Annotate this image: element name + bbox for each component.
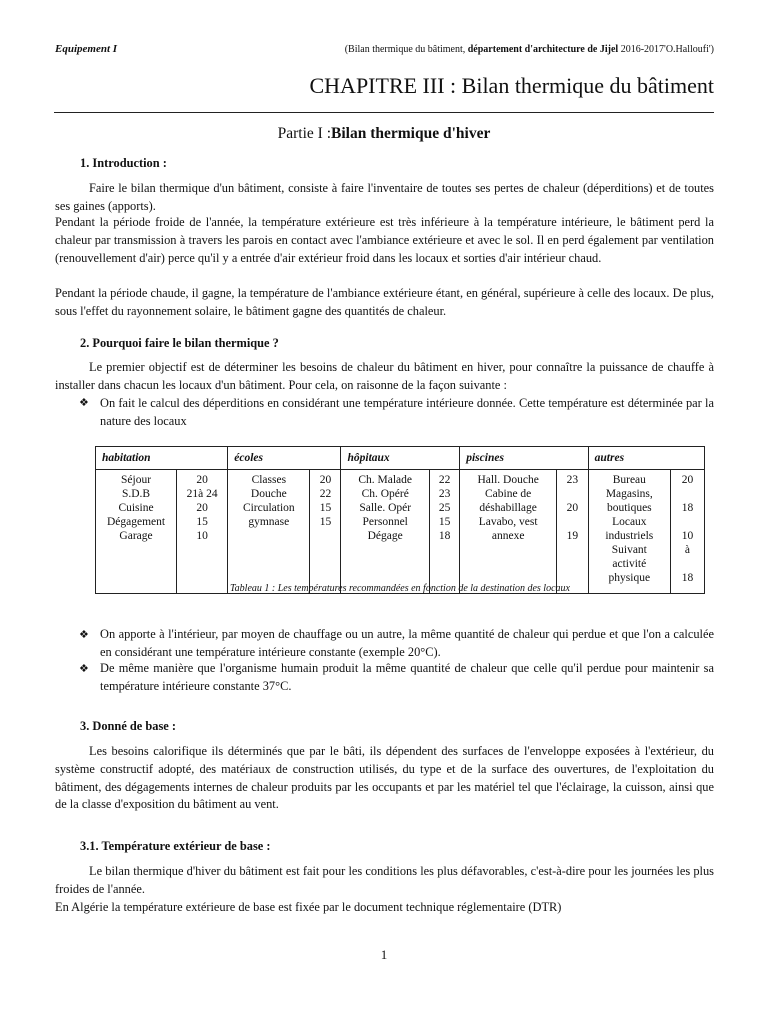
header-hopitaux: hôpitaux [341,447,460,470]
cell: 18 [438,530,451,542]
header-piscines: piscines [460,447,588,470]
cell: 18 [681,502,694,514]
header-ecoles: écoles [228,447,341,470]
cell: 20 [196,474,208,486]
header-info-post: 2016-2017'O.Halloufi') [618,44,714,55]
section-3-para-1-text: Les besoins calorifique ils déterminés que par le bâti, ils dépendent des surfaces de l'enveloppe exposées à l'extérieur, du système constructif adopté, des matériaux de construction utilisés, du type et de la surface des ouvertures, de l'exploitation du bâtiment, des dégagements internes de chaleur produits par les occupants et par les matériel tel que l'éclairage, la cuisson, ainsi que de la classe d'exposition du bâtiment au vent. [55,744,714,812]
section-1-heading: 1. Introduction : [80,156,167,170]
cell: industriels [605,530,654,542]
cell [559,487,586,501]
cell [559,515,586,529]
piscines-rooms [460,470,557,594]
bullet-diamond-icon: ❖ [79,629,89,641]
section-2-para-1-text: Le premier objectif est de déterminer les besoins de chaleur du bâtiment en hiver, pour connaître la puissance de chauffe à installer dans chacun les locaux d'un bâtiment. Pour cela, on raisonne de la façon suivante : [55,360,714,392]
cell: 19 [566,530,579,542]
bullet-diamond-icon: ❖ [79,663,89,675]
section-1-para-2: Pendant la période froide de l'année, la température extérieure est très inférieure à la température intérieure, le bâtiment perd la chaleur par transmission à travers les parois en contact avec l'ambiance extérieure et avec le sol. Il en perd également par ventilation (renouvellement d'air) perce qu'il y a entrée d'air extérieur froid dans les locaux et sorties d'air intérieur chaud. [55,215,714,265]
chapter-title: CHAPITRE III : Bilan thermique du bâtiment [309,73,714,98]
piscines-temps [557,470,589,594]
table-caption: Tableau 1 : Les températures recommandées en fonction de la destination des locaux [230,583,570,594]
habitation-temps [177,470,228,594]
hopitaux-rooms [341,470,429,594]
header-info [345,44,714,55]
cell: 20 [566,502,579,514]
cell: 20 [196,502,208,514]
cell: Magasins, [605,488,653,500]
cell: Douche [250,488,287,500]
cell: 22 [319,488,332,500]
cell: Dégagement [106,516,166,528]
header-info-pre: (Bilan thermique du bâtiment, [344,44,468,55]
section-3-heading: 3. Donné de base : [80,719,177,733]
cell: boutiques [606,502,652,514]
cell: 18 [681,572,694,584]
hopitaux-temps [429,470,459,594]
ecoles-rooms [228,470,310,594]
cell: 15 [319,516,332,528]
part-prefix: Partie I : [277,125,332,142]
section-2-bullet-3: De même manière que l'organisme humain produit la même quantité de chaleur que celle qu'il perdue pour maintenir sa température intérieure constante 37°C. [100,661,714,693]
cell: 23 [438,488,451,500]
ecoles-temps [310,470,341,594]
section-3-1-para-1 [55,863,714,899]
cell: Séjour [121,474,152,486]
autres-rooms [588,470,670,594]
table-row [96,470,705,594]
cell: Lavabo, vest [478,516,538,528]
cell: annexe [491,530,525,542]
cell: 15 [438,516,451,528]
cell: Cabine de [484,488,532,500]
cell: 22 [438,474,451,486]
header-info-bold: département d'architecture de Jijel [467,44,619,55]
section-1-para-1-text: Faire le bilan thermique d'un bâtiment, consiste à faire l'inventaire de toutes ses pertes de chaleur (déperditions) et de toutes ses gaines (apports). [55,181,714,213]
section-2-bullet-2: On apporte à l'intérieur, par moyen de chauffage ou un autre, la même quantité de chaleur qui perdue et que l'on a calculée en considérant une température intérieure constante (exemple 20°C). [100,627,714,659]
cell: 25 [438,502,451,514]
page-number: 1 [380,947,388,962]
section-3-para-1 [55,743,714,814]
autres-temps [670,470,704,594]
cell: 15 [319,502,332,514]
cell: Circulation [242,502,295,514]
cell: Locaux [612,516,647,528]
cell: Garage [119,530,153,542]
section-2-heading: 2. Pourquoi faire le bilan thermique ? [80,336,279,350]
cell: 10 [196,530,208,542]
section-2-bullet-1: On fait le calcul des déperditions en considérant une température intérieure donnée. Cette température est déterminée par la nature des locaux [100,396,714,428]
cell: Hall. Douche [477,474,539,486]
cell: Cuisine [118,502,154,514]
cell: Ch. Malade [358,474,413,486]
part-name: Bilan thermique d'hiver [331,125,491,142]
cell: activité [612,558,647,570]
cell: 20 [319,474,332,486]
cell: 23 [566,474,579,486]
cell: 10 [681,530,694,542]
section-2-para-1 [55,359,714,395]
cell [673,557,702,571]
section-3-1-heading: 3.1. Température extérieur de base : [80,839,271,853]
header-autres: autres [588,447,704,470]
cell [673,487,702,501]
cell: Dégage [367,530,403,542]
section-3-1-para-1-text: Le bilan thermique d'hiver du bâtiment est fait pour les conditions les plus défavorables, c'est-à-dire pour les journées les plus froides de l'année. [55,864,714,896]
section-1-para-1 [55,180,714,216]
header-course: Equipement I [55,43,118,55]
header-habitation: habitation [96,447,228,470]
cell: Classes [251,474,287,486]
cell: physique [608,572,651,584]
cell [673,515,702,529]
cell: Salle. Opér [359,502,412,514]
temperature-table [95,446,705,594]
cell: 15 [196,516,208,528]
bullet-diamond-icon: ❖ [79,397,89,409]
habitation-rooms [96,470,177,594]
part-title [0,125,768,143]
cell: S.D.B [121,488,151,500]
section-3-1-para-2: En Algérie la température extérieure de base est fixée par le document technique réglementaire (DTR) [55,900,562,914]
cell: Personnel [362,516,408,528]
cell: Bureau [612,474,646,486]
cell: Suivant [611,544,647,556]
table-header-row [96,447,705,470]
title-rule [54,112,714,113]
cell: déshabillage [479,502,537,514]
cell: 20 [681,474,694,486]
cell: à [684,544,691,556]
cell: 21à 24 [186,488,218,500]
cell: gymnase [248,516,290,528]
section-1-para-3: Pendant la période chaude, il gagne, la température de l'ambiance extérieure étant, en général, supérieure à celle des locaux. De plus, sous l'effet du rayonnement solaire, le bâtiment gagne des quantités de chaleur. [55,286,714,318]
cell: Ch. Opéré [361,488,409,500]
